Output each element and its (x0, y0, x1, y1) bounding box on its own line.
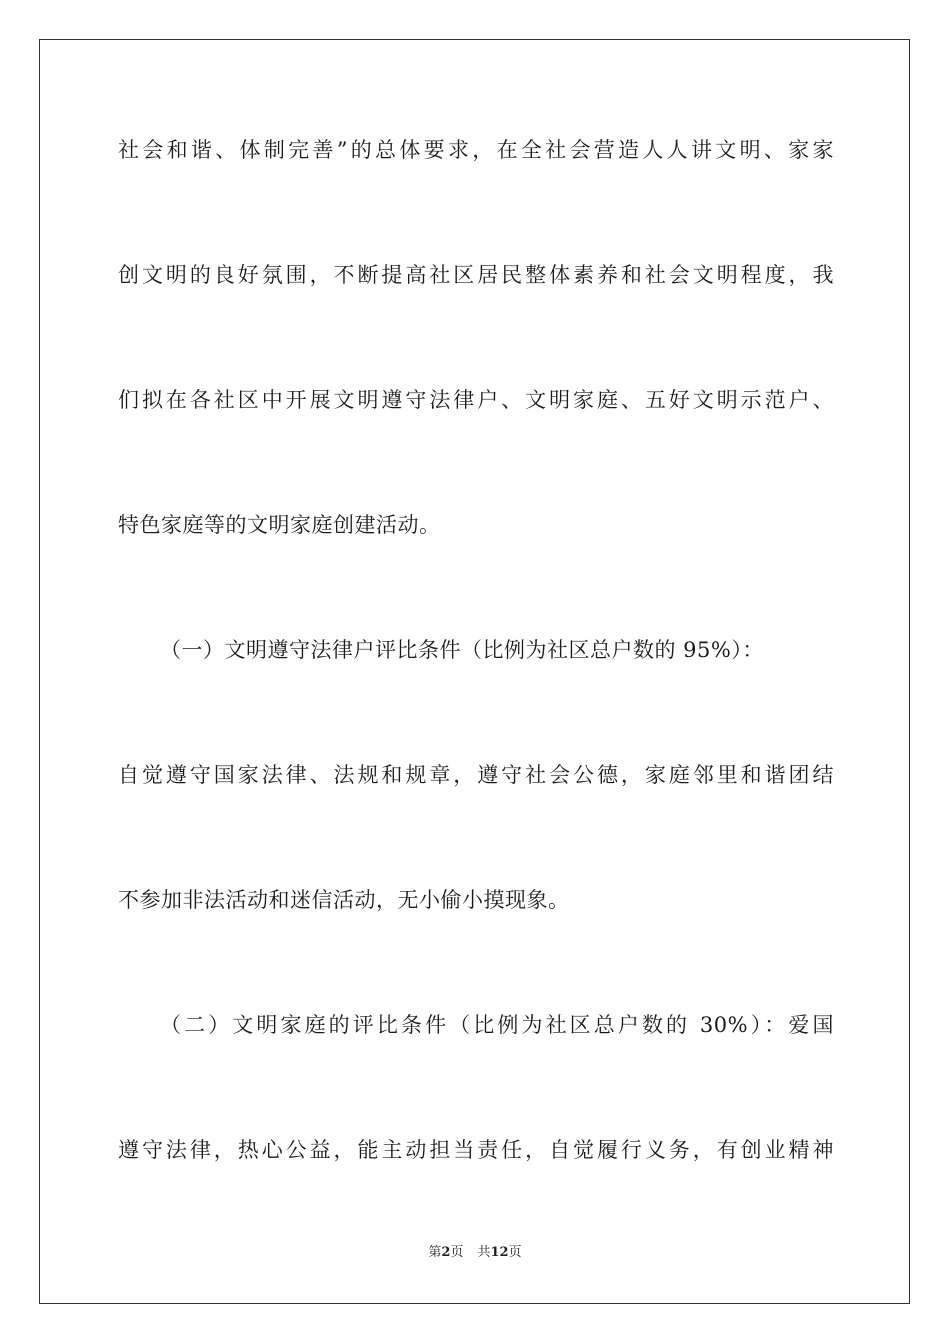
page-footer (0, 1244, 950, 1262)
footer-page-suffix: 页 (450, 1245, 464, 1260)
footer-total-number: 12 (490, 1245, 509, 1260)
footer-page-number: 2 (441, 1245, 451, 1260)
footer-total-prefix: 共 (477, 1245, 491, 1260)
paragraph-line-7: 不参加非法活动和迷信活动，无小偷小摸现象。 (118, 888, 570, 912)
paragraph-line-4: 特色家庭等的文明家庭创建活动。 (118, 513, 441, 537)
paragraph-line-2: 创文明的良好氛围，不断提高社区居民整体素养和社会文明程度，我 (118, 263, 834, 287)
paragraph-line-6: 自觉遵守国家法律、法规和规章，遵守社会公德，家庭邻里和谐团结 (118, 763, 834, 787)
footer-page-prefix: 第 (428, 1245, 442, 1260)
section-heading-1: （一）文明遵守法律户评比条件（比例为社区总户数的 95%）： (160, 638, 764, 662)
paragraph-line-1: 社会和谐、体制完善”的总体要求，在全社会营造人人讲文明、家家 (118, 138, 834, 162)
footer-total-suffix: 页 (508, 1245, 522, 1260)
page-border (39, 39, 910, 1304)
paragraph-line-3: 们拟在各社区中开展文明遵守法律户、文明家庭、五好文明示范户、 (118, 388, 834, 412)
section-heading-2: （二）文明家庭的评比条件（比例为社区总户数的 30%）：爱国 (160, 1013, 834, 1037)
paragraph-line-9: 遵守法律，热心公益，能主动担当责任，自觉履行义务，有创业精神 (118, 1138, 834, 1162)
